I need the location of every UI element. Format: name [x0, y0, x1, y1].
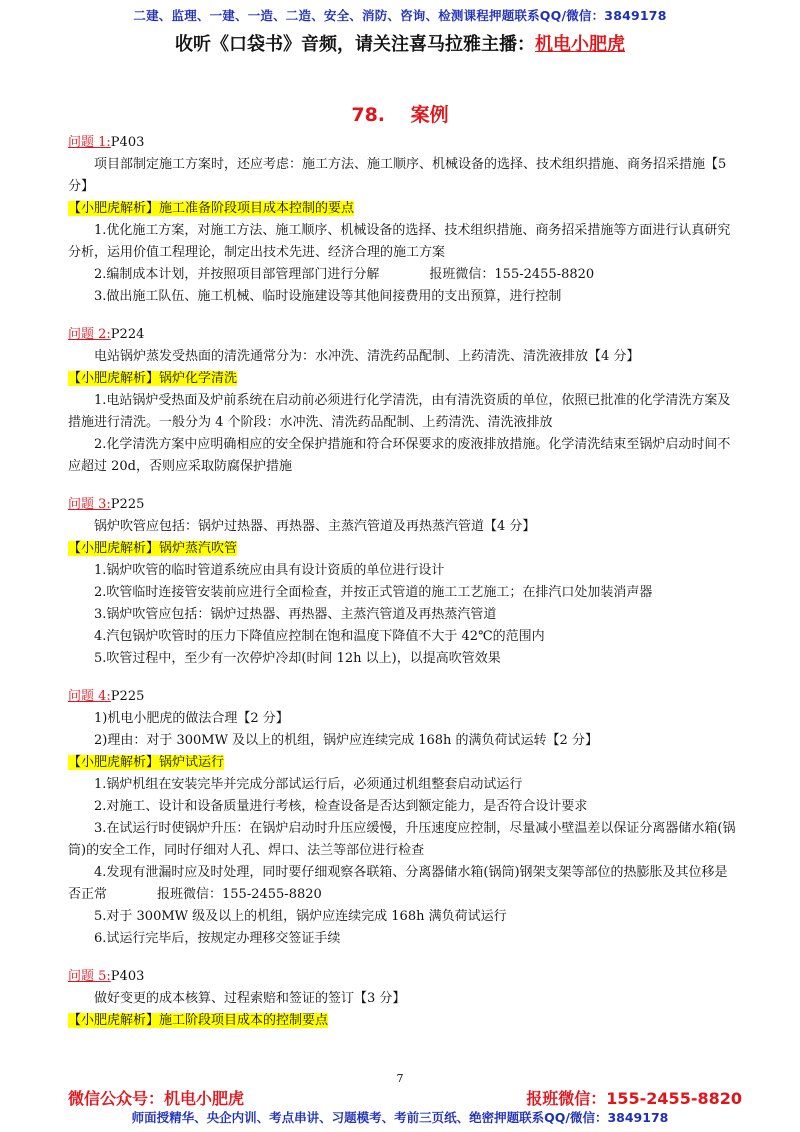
question-label: 问题 3: [68, 497, 111, 512]
analysis-point [68, 648, 740, 670]
analysis-point-text: 2.编制成本计划，并按照项目部管理部门进行分解 [94, 267, 380, 282]
page-title: 78. 案例 [351, 104, 449, 126]
question-heading [68, 132, 740, 154]
analysis-point [68, 796, 740, 818]
analysis-point [68, 818, 740, 862]
question-page-ref: P403 [110, 135, 145, 150]
analysis-point-text: 3.在试运行时使锅炉升压：在锅炉启动时升压应缓慢，升压速度应控制，尽量减小壁温差以保证分离器储水箱(锅筒)的安全工作，同时仔细对人孔、焊口、法兰等部位进行检查 [68, 821, 736, 858]
question-heading [68, 324, 740, 346]
page-number: 7 [396, 1072, 404, 1085]
analysis-heading [68, 368, 740, 390]
footer-contact: 报班微信：155-2455-8820 [526, 1089, 742, 1108]
question-label: 问题 2: [68, 327, 111, 342]
question-stem: 项目部制定施工方案时，还应考虑：施工方法、施工顺序、机械设备的选择、技术组织措施、商务招采措施【5 分】 [68, 157, 727, 194]
analysis-point-text: 1.优化施工方案，对施工方法、施工顺序、机械设备的选择、技术组织措施、商务招采措施等方面进行认真研究分析，运用价值工程理论，制定出技术先进、经济合理的施工方案 [68, 223, 731, 260]
analysis-point-text: 2.对施工、设计和设备质量进行考核，检查设备是否达到额定能力，是否符合设计要求 [94, 799, 588, 814]
analysis-point-text: 4.发现有泄漏时应及时处理，同时要仔细观察各联箱、分离器储水箱(锅筒)钢架支架等部位的热膨胀及其位移是否正常 [68, 865, 728, 902]
question-label: 问题 4: [68, 689, 111, 704]
analysis-highlight: 【小肥虎解析】锅炉蒸汽吹管 [68, 541, 238, 556]
analysis-highlight: 【小肥虎解析】锅炉化学清洗 [68, 371, 238, 386]
question-page-ref: P224 [110, 327, 145, 342]
analysis-point [68, 220, 740, 264]
analysis-heading [68, 538, 740, 560]
analysis-point [68, 928, 740, 950]
analysis-point-text: 4.汽包锅炉吹管时的压力下降值应控制在饱和温度下降值不大于 42℃的范围内 [94, 629, 545, 644]
top-subtitle [0, 30, 800, 56]
analysis-point-text: 3.做出施工队伍、施工机械、临时设施建设等其他间接费用的支出预算，进行控制 [94, 289, 562, 304]
analysis-point-text: 1.锅炉吹管的临时管道系统应由具有设计资质的单位进行设计 [94, 563, 445, 578]
analysis-point [68, 906, 740, 928]
analysis-point-text: 1.锅炉机组在安装完毕并完成分部试运行后，必须通过机组整套启动试运行 [94, 777, 523, 792]
subtitle-prefix: 收听《口袋书》音频，请关注喜马拉雅主播： [175, 34, 535, 55]
question-label: 问题 5: [68, 969, 111, 984]
analysis-heading [68, 752, 740, 774]
question-stem: 1)机电小肥虎的做法合理【2 分】 [94, 711, 289, 726]
question-section [68, 966, 740, 1032]
inline-contact: 报班微信：155-2455-8820 [429, 267, 595, 282]
question-heading [68, 966, 740, 988]
question-label: 问题 1: [68, 135, 111, 150]
analysis-point [68, 626, 740, 648]
question-page-ref: P225 [110, 497, 145, 512]
analysis-highlight: 【小肥虎解析】锅炉试运行 [68, 755, 225, 770]
content-body [68, 132, 740, 1032]
analysis-heading [68, 198, 740, 220]
analysis-point [68, 862, 740, 906]
question-stem: 锅炉吹管应包括：锅炉过热器、再热器、主蒸汽管道及再热蒸汽管道【4 分】 [94, 519, 536, 534]
analysis-heading [68, 1010, 740, 1032]
analysis-point [68, 434, 740, 478]
question-section [68, 132, 740, 308]
question-stem: 电站锅炉蒸发受热面的清洗通常分为：水冲洗、清洗药品配制、上药清洗、清洗液排放【4 分】 [94, 349, 640, 364]
question-section [68, 686, 740, 950]
footer-bottom-banner: 师面授精华、央企内训、考点串讲、习题模考、考前三页纸、绝密押题联系QQ/微信：3849178 [131, 1110, 669, 1125]
section-gap [68, 478, 740, 494]
inline-contact: 报班微信：155-2455-8820 [157, 887, 322, 902]
analysis-point [68, 604, 740, 626]
question-section [68, 324, 740, 478]
analysis-point-text: 3.锅炉吹管应包括：锅炉过热器、再热器、主蒸汽管道及再热蒸汽管道 [94, 607, 497, 622]
analysis-point-text: 2.吹管临时连接管安装前应进行全面检查，并按正式管道的施工工艺施工；在排汽口处加装消声器 [94, 585, 653, 600]
analysis-point-text: 6.试运行完毕后，按规定办理移交签证手续 [94, 931, 341, 946]
analysis-highlight: 【小肥虎解析】施工准备阶段项目成本控制的要点 [68, 201, 355, 216]
analysis-point-text: 5.对于 300MW 级及以上的机组，锅炉应连续完成 168h 满负荷试运行 [94, 909, 507, 924]
analysis-point-text: 5.吹管过程中，至少有一次停炉冷却(时间 12h 以上)，以提高吹管效果 [94, 651, 501, 666]
question-stem: 2)理由：对于 300MW 及以上的机组，锅炉应连续完成 168h 的满负荷试运转【2 分】 [94, 733, 598, 748]
section-gap [68, 308, 740, 324]
question-page-ref: P225 [110, 689, 145, 704]
footer-wechat-account: 微信公众号：机电小肥虎 [68, 1089, 245, 1108]
section-gap [68, 670, 740, 686]
analysis-point-text: 1.电站锅炉受热面及炉前系统在启动前必须进行化学清洗，由有清洗资质的单位，依照已批准的化学清洗方案及措施进行清洗。一般分为 4 个阶段：水冲洗、清洗药品配制、上药清洗、清洗液排放 [68, 393, 731, 430]
analysis-point [68, 774, 740, 796]
question-heading [68, 686, 740, 708]
analysis-point [68, 390, 740, 434]
analysis-highlight: 【小肥虎解析】施工阶段项目成本的控制要点 [68, 1013, 329, 1028]
subtitle-highlight[interactable]: 机电小肥虎 [535, 34, 625, 55]
question-stem: 做好变更的成本核算、过程索赔和签证的签订【3 分】 [94, 991, 406, 1006]
section-gap [68, 950, 740, 966]
analysis-point [68, 582, 740, 604]
analysis-point [68, 286, 740, 308]
analysis-point [68, 264, 740, 286]
analysis-point [68, 560, 740, 582]
analysis-point-text: 2.化学清洗方案中应明确相应的安全保护措施和符合环保要求的废液排放措施。化学清洗结束至锅炉启动时间不应超过 20d，否则应采取防腐保护措施 [68, 437, 731, 474]
top-banner: 二建、监理、一建、一造、二造、安全、消防、咨询、检测课程押题联系QQ/微信：3849178 [133, 8, 667, 23]
question-page-ref: P403 [110, 969, 145, 984]
question-heading [68, 494, 740, 516]
question-section [68, 494, 740, 670]
